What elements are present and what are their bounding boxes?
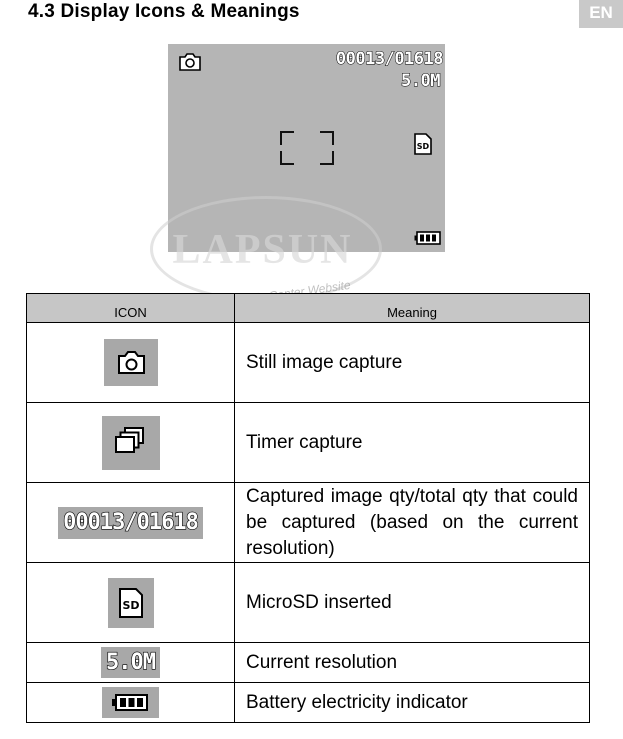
meaning-cell: MicroSD inserted: [235, 563, 590, 643]
sd-card-icon-chip: [108, 578, 154, 628]
camera-icon: [178, 52, 202, 72]
focus-frame-corner: [320, 151, 334, 165]
resolution-chip: 5.0M: [101, 647, 160, 678]
meaning-cell: Captured image qty/total qty that could be captured (based on the current resolution): [235, 483, 590, 563]
table-row: [27, 323, 590, 403]
meaning-cell: Battery electricity indicator: [235, 683, 590, 723]
resolution-readout: 5.0M: [401, 71, 440, 91]
table-row: [27, 563, 590, 643]
table-row: [27, 643, 590, 683]
still-capture-icon-chip: [104, 339, 158, 386]
focus-frame-corner: [320, 131, 334, 145]
column-header-icon: ICON: [27, 294, 235, 323]
watermark-brand: LAPSUN: [172, 227, 353, 273]
battery-icon-chip: [102, 687, 159, 718]
capture-counter: 00013/01618: [335, 49, 443, 69]
meaning-cell: Current resolution: [235, 643, 590, 683]
svg-text:SD: SD: [121, 598, 140, 612]
sd-card-icon: [108, 578, 154, 628]
table-header-row: [27, 294, 590, 323]
focus-frame-corner: [280, 131, 294, 145]
timer-capture-icon: [102, 416, 160, 470]
svg-text:SD: SD: [416, 142, 430, 151]
timer-capture-icon-chip: [102, 416, 160, 470]
battery-icon: [414, 231, 441, 245]
table-row: [27, 683, 590, 723]
meaning-cell: Timer capture: [235, 403, 590, 483]
section-title: 4.3 Display Icons & Meanings: [28, 1, 300, 22]
table-row: [27, 403, 590, 483]
meaning-cell: Still image capture: [235, 323, 590, 403]
icons-table: [26, 293, 590, 723]
battery-icon: [102, 687, 159, 718]
language-badge: EN: [579, 0, 623, 28]
focus-frame-corner: [280, 151, 294, 165]
watermark-subtitle: Website: [306, 277, 352, 298]
table-row: [27, 483, 590, 563]
sd-card-icon: [413, 133, 433, 155]
capture-counter-chip: 00013/01618: [58, 507, 203, 539]
camera-icon: [104, 339, 158, 386]
column-header-meaning: Meaning: [235, 294, 590, 323]
